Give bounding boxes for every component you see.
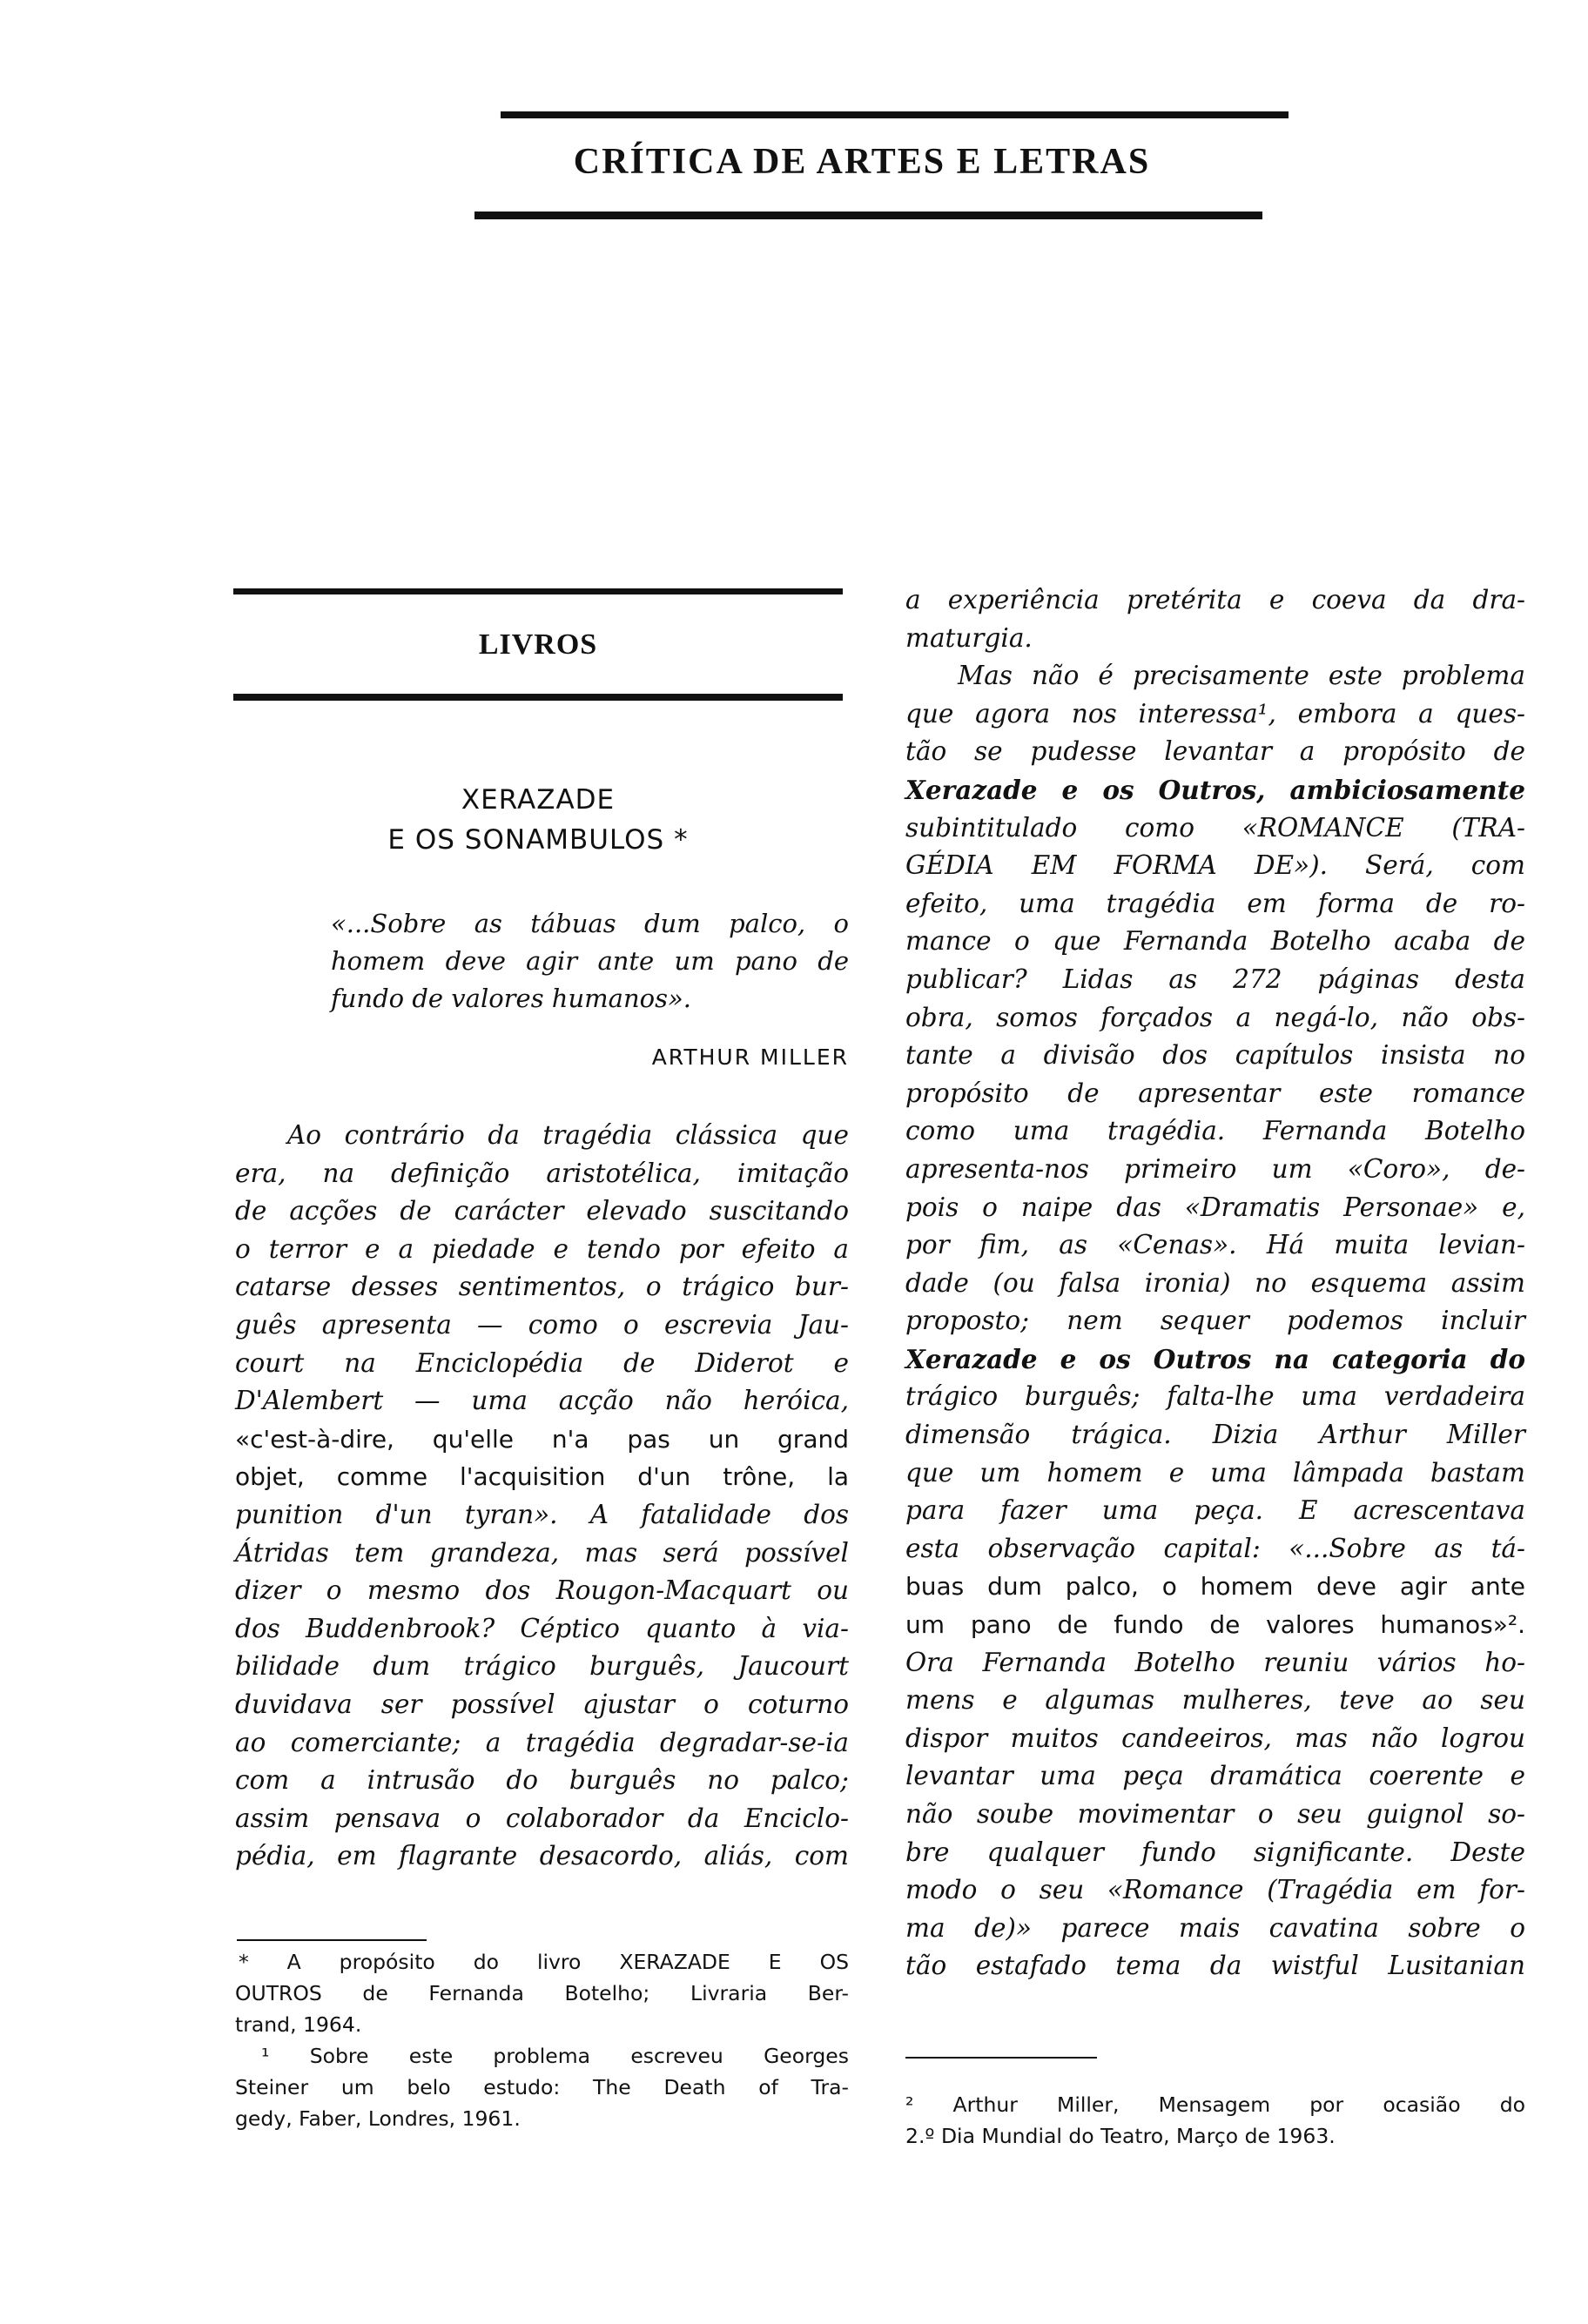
text-line: que agora nos interessa¹, embora a ques- — [905, 698, 1525, 729]
footnote-rule-right — [905, 2057, 1097, 2059]
text-line: para fazer uma peça. E acrescentava — [905, 1495, 1525, 1526]
text-line: punition d'un tyran». A fatalidade dos — [235, 1499, 849, 1529]
section-top-rule — [233, 588, 843, 594]
footnote-star-line: OUTROS de Fernanda Botelho; Livraria Ber- — [235, 1981, 849, 2005]
text-line: catarse desses sentimentos, o trágico bur- — [235, 1272, 849, 1302]
text-line: Mas não é precisamente este problema — [958, 661, 1525, 691]
text-line: GÉDIA EM FORMA DE»). Será, com — [905, 850, 1525, 881]
epigraph-author: ARTHUR MILLER — [651, 1044, 849, 1070]
footnote-2-line: ² Arthur Miller, Mensagem por ocasião do — [905, 2092, 1525, 2117]
footnote-2-line: 2.º Dia Mundial do Teatro, Março de 1963. — [905, 2124, 1336, 2148]
article-title-line-2: E OS SONAMBULOS * — [387, 824, 689, 856]
section-title: LIVROS — [478, 628, 598, 661]
text-line: Átridas tem grandeza, mas será possível — [235, 1537, 849, 1568]
text-line: apresenta-nos primeiro um «Coro», de- — [905, 1153, 1525, 1184]
text-line: duvidava ser possível ajustar o coturno — [235, 1689, 849, 1719]
text-line: maturgia. — [905, 622, 1033, 653]
text-line: mens e algumas mulheres, teve ao seu — [905, 1685, 1525, 1716]
text-line: «c'est-à-dire, qu'elle n'a pas un grand — [235, 1424, 849, 1454]
text-line: obra, somos forçados a negá-lo, não obs- — [905, 1002, 1525, 1032]
text-line: pois o naipe das «Dramatis Personae» e, — [905, 1192, 1525, 1222]
text-line: propósito de apresentar este romance — [905, 1078, 1525, 1108]
footnote-1-line: ¹ Sobre este problema escreveu Georges — [261, 2044, 849, 2068]
article-title — [233, 780, 843, 860]
text-line: subintitulado como «ROMANCE (TRA- — [905, 812, 1525, 843]
text-line: não soube movimentar o seu guignol so- — [905, 1799, 1525, 1829]
text-line: dizer o mesmo dos Rougon-Macquart ou — [235, 1575, 849, 1606]
text-line: o terror e a piedade e tendo por efeito a — [235, 1233, 849, 1264]
text-line: levantar uma peça dramática coerente e — [905, 1761, 1525, 1791]
text-line: modo o seu «Romance (Tragédia em for- — [905, 1875, 1525, 1905]
footnote-star-line: * A propósito do livro XERAZADE E OS — [239, 1950, 849, 1974]
text-line: tão se pudesse levantar a propósito de — [905, 736, 1525, 767]
text-line: objet, comme l'acquisition d'un trône, la — [235, 1462, 849, 1492]
text-line: court na Enciclopédia de Diderot e — [235, 1347, 849, 1378]
footnote-1-line: gedy, Faber, Londres, 1961. — [235, 2106, 521, 2131]
text-line: um pano de fundo de valores humanos»². — [905, 1610, 1525, 1640]
text-line: proposto; nem sequer podemos incluir — [905, 1306, 1525, 1336]
section-bottom-rule — [233, 694, 843, 701]
text-line: assim pensava o colaborador da Enciclo- — [235, 1803, 849, 1833]
text-line: era, na definição aristotélica, imitação — [235, 1158, 849, 1188]
text-line: trágico burguês; falta-lhe uma verdadeira — [905, 1381, 1525, 1412]
article-title-line-1: XERAZADE — [461, 784, 616, 816]
footnotes-right — [905, 2089, 1525, 2152]
text-line: ao comerciante; a tragédia degradar-se-ia — [235, 1727, 849, 1757]
text-line: de acções de carácter elevado suscitando — [235, 1196, 849, 1226]
text-line: tante a divisão dos capítulos insista no — [905, 1040, 1525, 1071]
text-line: que um homem e uma lâmpada bastam — [905, 1457, 1525, 1488]
text-line: pédia, em flagrante desacordo, aliás, com — [235, 1841, 849, 1871]
text-line: dos Buddenbrook? Céptico quanto à via- — [235, 1613, 849, 1643]
footnote-1-line: Steiner um belo estudo: The Death of Tra- — [235, 2075, 849, 2099]
epigraph: «...Sobre as tábuas dum palco, o homem deve agir ante um pano de fundo de valores humanos». — [331, 909, 849, 1013]
text-line: esta observação capital: «...Sobre as tá- — [905, 1533, 1525, 1563]
header-bottom-rule — [474, 212, 1262, 219]
text-line: efeito, uma tragédia em forma de ro- — [905, 888, 1525, 918]
text-line: como uma tragédia. Fernanda Botelho — [905, 1116, 1525, 1146]
text-line: por fim, as «Cenas». Há muita levian- — [905, 1230, 1525, 1260]
text-line: guês apresenta — como o escrevia Jau- — [235, 1309, 849, 1340]
text-line: dade (ou falsa ironia) no esquema assim — [905, 1267, 1525, 1298]
text-line: Ao contrário da tragédia clássica que — [287, 1120, 849, 1150]
text-line: bilidade dum trágico burguês, Jaucourt — [235, 1651, 849, 1682]
footnote-star-line: trand, 1964. — [235, 2012, 362, 2037]
header-top-rule — [501, 111, 1289, 118]
right-column-text — [905, 581, 1525, 1985]
text-line: tão estafado tema da wistful Lusitanian — [905, 1951, 1525, 1981]
text-line: buas dum palco, o homem deve agir ante — [905, 1572, 1525, 1602]
footnotes-left — [235, 1946, 849, 2134]
running-header: CRÍTICA DE ARTES E LETRAS — [573, 142, 1151, 182]
text-line: publicar? Lidas as 272 páginas desta — [905, 964, 1525, 994]
text-line: Ora Fernanda Botelho reuniu vários ho- — [905, 1647, 1525, 1677]
footnote-rule-left — [237, 1939, 427, 1941]
text-line: ma de)» parece mais cavatina sobre o — [905, 1912, 1525, 1943]
text-line: mance o que Fernanda Botelho acaba de — [905, 926, 1525, 957]
text-line: D'Alembert — uma acção não heróica, — [235, 1386, 849, 1416]
text-line: Xerazade e os Outros na categoria do — [905, 1343, 1525, 1374]
left-column-text — [235, 1117, 849, 1876]
text-line: dispor muitos candeeiros, mas não logrou — [905, 1723, 1525, 1753]
text-line: dimensão trágica. Dizia Arthur Miller — [905, 1420, 1525, 1450]
text-line: com a intrusão do burguês no palco; — [235, 1765, 849, 1796]
text-line: Xerazade e os Outros, ambiciosamente — [905, 774, 1525, 805]
text-line: a experiência pretérita e coeva da dra- — [905, 585, 1525, 615]
text-line: bre qualquer fundo significante. Deste — [905, 1837, 1525, 1867]
